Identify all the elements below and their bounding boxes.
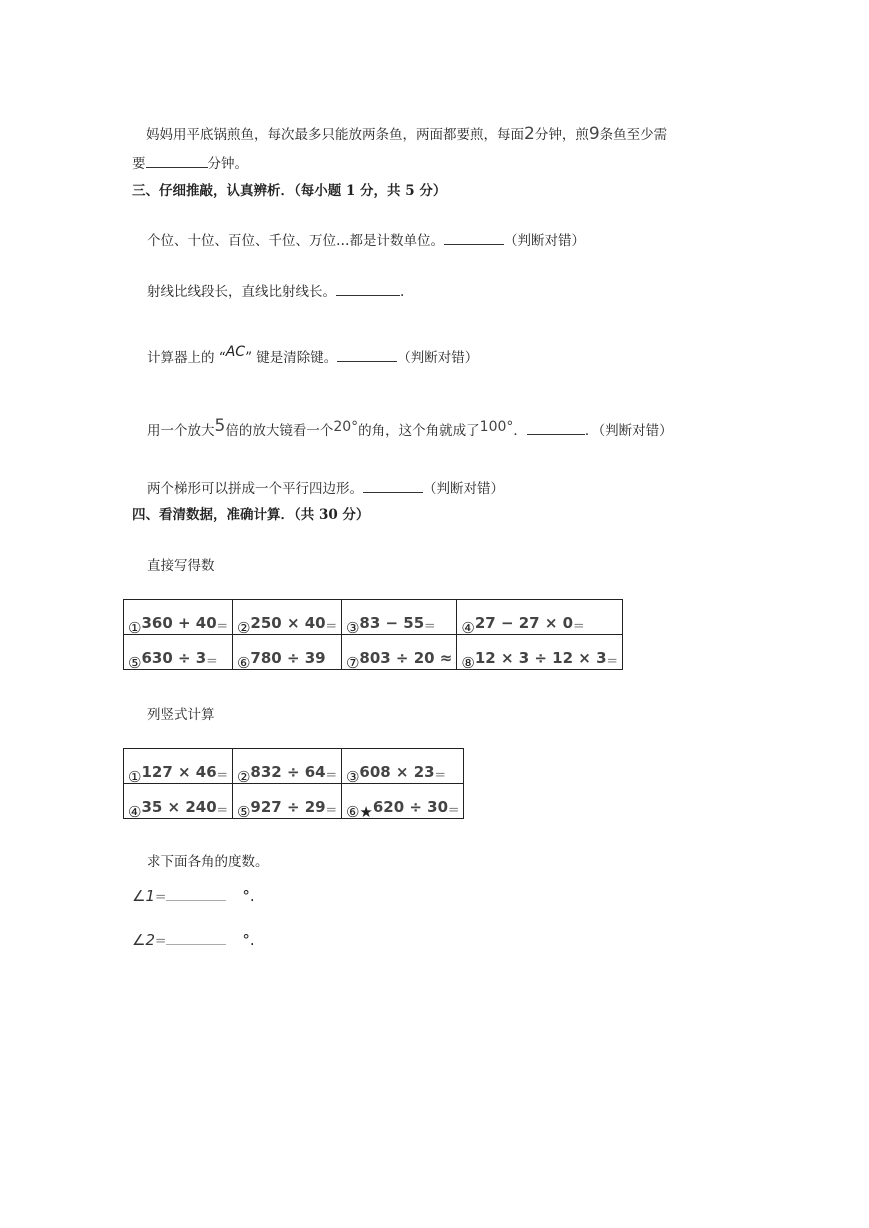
vertical-calc-table bbox=[123, 748, 464, 819]
judge-item-3-post: ” 键是清除键。 bbox=[245, 350, 338, 366]
fish-text-2: 分钟，煎 bbox=[534, 127, 589, 143]
expression: 35 × 240 bbox=[141, 798, 217, 816]
angle-2-line bbox=[132, 931, 255, 949]
fish-num-minutes: 2 bbox=[524, 124, 535, 144]
equals-sign: = bbox=[325, 767, 337, 783]
judge-item-5-blank[interactable] bbox=[363, 480, 423, 493]
vertical-cell-2[interactable] bbox=[232, 749, 341, 784]
judge-item-4-suffix: ．（判断对错） bbox=[584, 423, 673, 439]
direct-cell-3[interactable] bbox=[341, 600, 456, 635]
fish-text-3: 条鱼至少需 bbox=[599, 127, 668, 143]
fish-question-line1 bbox=[146, 123, 667, 144]
direct-cell-8[interactable] bbox=[457, 635, 622, 670]
judge-item-3 bbox=[147, 346, 478, 366]
equals-sign: = bbox=[606, 653, 618, 669]
angle-2-label: ∠2 bbox=[132, 931, 155, 949]
judge-item-4-text-3: 的角，这个角就成了 bbox=[358, 423, 480, 439]
equals-sign: = bbox=[434, 767, 446, 783]
expression: 83 − 55 bbox=[359, 614, 425, 632]
expression: 250 × 40 bbox=[250, 614, 326, 632]
direct-cell-2[interactable] bbox=[232, 600, 341, 635]
equals-sign: = bbox=[206, 653, 218, 669]
item-number: ⑤ bbox=[236, 803, 251, 821]
item-number: ④ bbox=[128, 803, 142, 821]
section3-heading: 三、仔细推敲，认真辨析．（每小题 1 分，共 5 分） bbox=[132, 183, 447, 199]
direct-cell-1[interactable] bbox=[124, 600, 233, 635]
table-row bbox=[124, 784, 464, 819]
item-number: ⑥★ bbox=[345, 803, 373, 821]
judge-item-1-suffix: （判断对错） bbox=[504, 233, 585, 249]
judge-item-5 bbox=[147, 477, 504, 497]
judge-item-1 bbox=[147, 229, 585, 249]
expression: 27 − 27 × 0 bbox=[474, 614, 574, 632]
angle-1-label: ∠1 bbox=[132, 887, 155, 905]
expression: 608 × 23 bbox=[359, 763, 435, 781]
direct-calc-title: 直接写得数 bbox=[147, 558, 215, 574]
angle-2-blank[interactable] bbox=[166, 932, 226, 945]
item-number: ④ bbox=[461, 619, 475, 637]
judge-item-4-text-1: 用一个放大 bbox=[147, 423, 215, 439]
expression: 832 ÷ 64 bbox=[250, 763, 326, 781]
item-number: ③ bbox=[345, 619, 360, 637]
table-row bbox=[124, 749, 464, 784]
expression: 127 × 46 bbox=[141, 763, 217, 781]
judge-item-2 bbox=[147, 280, 404, 300]
judge-item-4-num-1: 5 bbox=[214, 416, 226, 436]
angle-1-unit: °. bbox=[242, 887, 255, 905]
judge-item-4-num-3: 100° bbox=[479, 419, 514, 435]
expression: 630 ÷ 3 bbox=[141, 649, 207, 667]
vertical-calc-title: 列竖式计算 bbox=[147, 707, 215, 723]
judge-item-3-pre: 计算器上的 “ bbox=[147, 350, 226, 366]
fish-question-line2 bbox=[132, 152, 248, 172]
fish-text-4: 要 bbox=[132, 156, 146, 172]
judge-item-3-suffix: （判断对错） bbox=[397, 350, 479, 366]
angle-1-line bbox=[132, 887, 255, 905]
item-number: ⑦ bbox=[345, 654, 360, 672]
expression: 927 ÷ 29 bbox=[250, 798, 326, 816]
angle-2-unit: °. bbox=[242, 931, 255, 949]
direct-cell-4[interactable] bbox=[457, 600, 622, 635]
direct-cell-5[interactable] bbox=[124, 635, 233, 670]
judge-item-5-suffix: （判断对错） bbox=[423, 481, 504, 497]
vertical-cell-6[interactable] bbox=[341, 784, 463, 819]
item-number: ⑧ bbox=[461, 654, 475, 672]
item-number: ② bbox=[236, 768, 251, 786]
item-number: ⑤ bbox=[128, 654, 142, 672]
judge-item-4-text-2: 倍的放大镜看一个 bbox=[225, 423, 334, 439]
equals-sign: = bbox=[573, 618, 585, 634]
equals-sign: = bbox=[325, 802, 337, 818]
expression: 803 ÷ 20 ≈ bbox=[359, 649, 453, 667]
table-row bbox=[124, 635, 623, 670]
equals-sign: = bbox=[448, 802, 460, 818]
judge-item-1-blank[interactable] bbox=[444, 232, 504, 245]
direct-calc-table bbox=[123, 599, 623, 670]
equals-sign: = bbox=[325, 618, 337, 634]
equals-sign: = bbox=[424, 618, 436, 634]
fish-num-count: 9 bbox=[588, 124, 600, 144]
equals-sign: = bbox=[155, 933, 167, 949]
direct-cell-6[interactable] bbox=[232, 635, 341, 670]
ac-key-label: AC bbox=[225, 344, 246, 360]
judge-item-2-suffix: . bbox=[400, 284, 405, 300]
expression: 12 × 3 ÷ 12 × 3 bbox=[474, 649, 607, 667]
vertical-cell-5[interactable] bbox=[232, 784, 341, 819]
table-row bbox=[124, 600, 623, 635]
angle-1-blank[interactable] bbox=[166, 888, 226, 901]
item-number: ② bbox=[236, 619, 251, 637]
item-number: ① bbox=[128, 768, 142, 786]
item-number: ① bbox=[128, 619, 142, 637]
vertical-cell-4[interactable] bbox=[124, 784, 233, 819]
equals-sign: = bbox=[216, 802, 228, 818]
item-number: ⑥ bbox=[236, 654, 251, 672]
vertical-cell-3[interactable] bbox=[341, 749, 463, 784]
expression: 620 ÷ 30 bbox=[372, 798, 449, 816]
equals-sign: = bbox=[155, 889, 167, 905]
expression: 360 + 40 bbox=[141, 614, 217, 632]
fish-answer-blank[interactable] bbox=[146, 155, 208, 168]
direct-cell-7[interactable] bbox=[341, 635, 456, 670]
vertical-cell-1[interactable] bbox=[124, 749, 233, 784]
equals-sign: = bbox=[216, 618, 228, 634]
expression: 780 ÷ 39 bbox=[250, 649, 326, 667]
judge-item-5-text: 两个梯形可以拼成一个平行四边形。 bbox=[147, 481, 363, 497]
section4-heading: 四、看清数据，准确计算．（共 30 分） bbox=[132, 507, 370, 523]
judge-item-4 bbox=[147, 416, 673, 440]
judge-item-4-text-4: ． bbox=[513, 423, 527, 439]
fish-text-5: 分钟。 bbox=[207, 156, 248, 172]
judge-item-2-text: 射线比线段长，直线比射线长。 bbox=[147, 284, 336, 300]
fish-text-1: 妈妈用平底锅煎鱼，每次最多只能放两条鱼，两面都要煎，每面 bbox=[146, 127, 524, 143]
judge-item-1-text: 个位、十位、百位、千位、万位…都是计数单位。 bbox=[147, 233, 444, 249]
judge-item-4-num-2: 20° bbox=[333, 419, 359, 435]
item-number: ③ bbox=[345, 768, 360, 786]
judge-item-3-blank[interactable] bbox=[337, 349, 397, 362]
judge-item-2-blank[interactable] bbox=[336, 283, 400, 296]
angle-question-title: 求下面各角的度数。 bbox=[147, 854, 269, 870]
equals-sign: = bbox=[216, 767, 228, 783]
judge-item-4-blank[interactable] bbox=[527, 422, 585, 435]
